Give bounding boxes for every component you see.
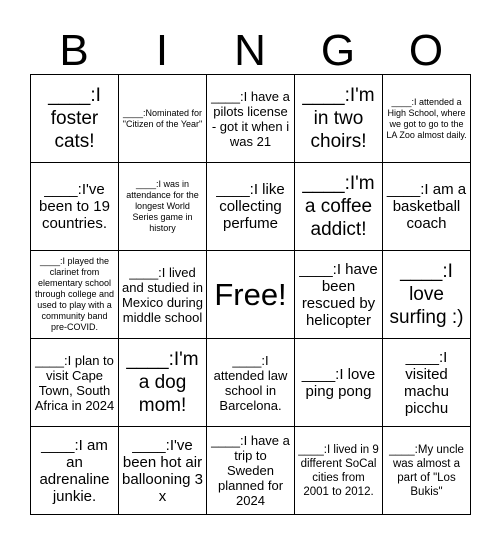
bingo-cell-r0-c1[interactable] (119, 75, 207, 163)
cell-text: ____:I am an adrenaline junkie. (39, 436, 110, 505)
bingo-cell-r4-c1[interactable] (119, 427, 207, 515)
free-space-cell[interactable] (207, 251, 295, 339)
bingo-cell-r1-c0[interactable] (31, 163, 119, 251)
cell-text: ____:Nominated for "Citizen of the Year" (122, 107, 203, 129)
bingo-cell-r4-c2[interactable] (207, 427, 295, 515)
bingo-cell-r0-c2[interactable] (207, 75, 295, 163)
cell-text: ____:I'm a dog mom! (126, 349, 199, 416)
cell-text: ____:I'm a coffee addict! (302, 173, 375, 240)
cell-text: ____:My uncle was almost a part of "Los Bukis" (389, 443, 464, 498)
bingo-cell-r3-c2[interactable] (207, 339, 295, 427)
cell-text: ____:I have been rescued by helicopter (299, 260, 378, 329)
title-letter-i: I (155, 26, 169, 75)
bingo-cell-r3-c3[interactable] (295, 339, 383, 427)
bingo-cell-r2-c3[interactable] (295, 251, 383, 339)
bingo-cell-r2-c0[interactable] (31, 251, 119, 339)
bingo-cell-r4-c4[interactable] (383, 427, 471, 515)
bingo-cell-r2-c1[interactable] (119, 251, 207, 339)
bingo-title (30, 28, 472, 74)
cell-text: ____:I foster cats! (48, 85, 101, 152)
cell-text: ____:I lived in 9 different SoCal cities from 2001 to 2012. (298, 443, 379, 498)
bingo-cell-r1-c2[interactable] (207, 163, 295, 251)
title-letter-o: O (408, 26, 444, 75)
cell-text: ____:I have a trip to Sweden planned for 2024 (211, 433, 290, 508)
title-letter-g: G (320, 26, 356, 75)
cell-text: ____:I plan to visit Cape Town, South Africa in 2024 (34, 352, 115, 413)
bingo-cell-r3-c1[interactable] (119, 339, 207, 427)
cell-text: ____:I love surfing :) (389, 261, 464, 328)
bingo-cell-r0-c0[interactable] (31, 75, 119, 163)
cell-text: ____:I have a pilots license - got it when i was 21 (211, 88, 290, 149)
cell-text: ____:I like collecting perfume (216, 181, 285, 232)
cell-text: ____:I've been to 19 countries. (39, 181, 110, 232)
title-letter-b: B (59, 26, 89, 75)
bingo-cell-r1-c4[interactable] (383, 163, 471, 251)
cell-text: ____:I am a basketball coach (386, 181, 467, 232)
cell-text: ____:I love ping pong (301, 365, 376, 400)
bingo-cell-r1-c3[interactable] (295, 163, 383, 251)
cell-text: ____:I attended law school in Barcelona. (213, 352, 288, 413)
cell-text: ____:I lived and studied in Mexico during middle school (122, 264, 203, 325)
bingo-cell-r3-c4[interactable] (383, 339, 471, 427)
cell-text: ____:I've been hot air ballooning 3 x (122, 436, 203, 505)
free-space-label: Free! (214, 276, 287, 312)
bingo-cell-r4-c0[interactable] (31, 427, 119, 515)
cell-text: ____:I was in attendance for the longest World Series game in history (126, 179, 199, 233)
bingo-cell-r0-c3[interactable] (295, 75, 383, 163)
cell-text: ____:I visited machu picchu (403, 348, 450, 417)
bingo-cell-r2-c4[interactable] (383, 251, 471, 339)
bingo-cell-r3-c0[interactable] (31, 339, 119, 427)
cell-text: ____:I played the clarinet from elementary school through college and used to play with a community band pre-COVID. (34, 256, 115, 332)
title-letter-n: N (234, 26, 266, 75)
bingo-grid (30, 74, 471, 515)
cell-text: ____:I'm in two choirs! (302, 85, 375, 152)
bingo-cell-r1-c1[interactable] (119, 163, 207, 251)
bingo-cell-r4-c3[interactable] (295, 427, 383, 515)
bingo-cell-r0-c4[interactable] (383, 75, 471, 163)
cell-text: ____:I attended a High School, where we got to go to the LA Zoo almost daily. (386, 96, 467, 140)
